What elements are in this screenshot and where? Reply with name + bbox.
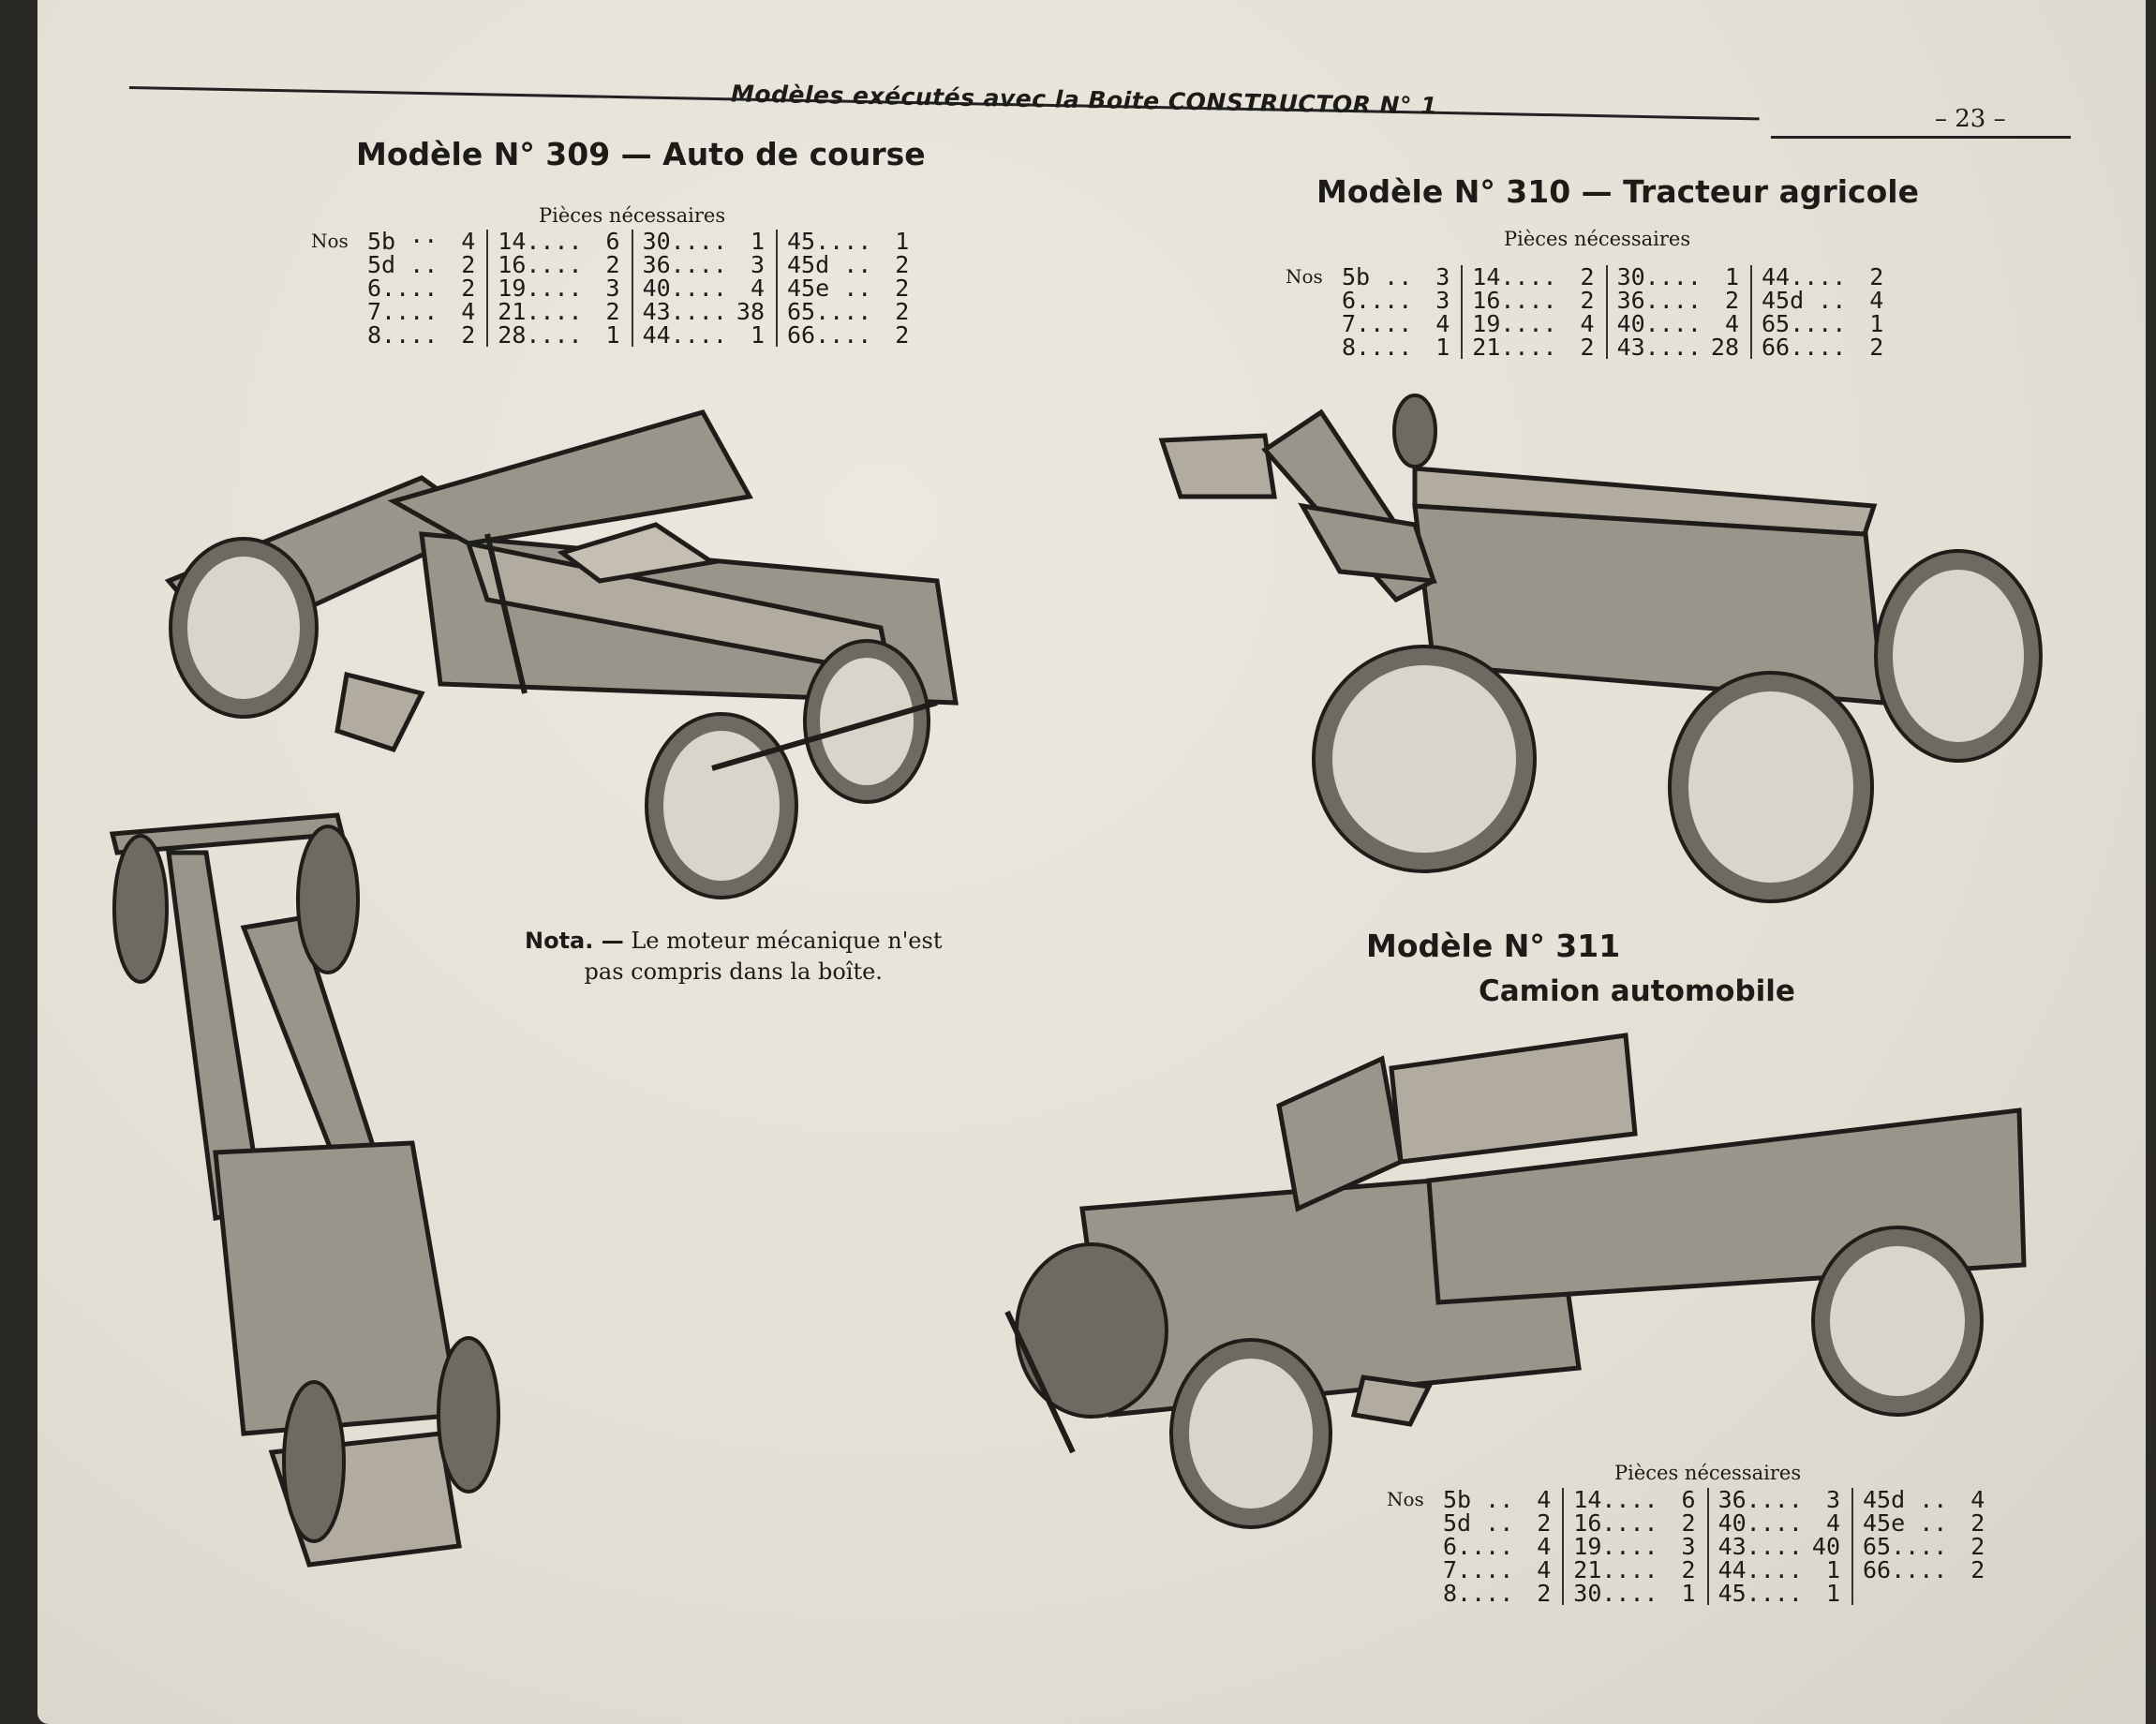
part-quantity: 4 [1825, 1509, 1840, 1537]
part-quantity: 4 [1580, 310, 1595, 337]
part-entry [1342, 289, 1450, 312]
part-number: 21.... [498, 298, 583, 325]
part-number: 44.... [642, 321, 727, 349]
part-number: 45.... [787, 228, 872, 255]
part-number: 14.... [498, 228, 583, 255]
model-311-title: Modèle N° 311 [1366, 928, 1621, 964]
part-quantity: 4 [1435, 310, 1450, 337]
part-number: 21.... [1573, 1556, 1658, 1583]
parts-column [1332, 265, 1462, 359]
part-quantity: 2 [895, 275, 910, 302]
part-number: 36.... [1717, 1486, 1803, 1513]
parts-column [632, 230, 777, 347]
part-quantity: 28 [1710, 334, 1739, 361]
nos-label: Nos [311, 230, 349, 252]
part-entry [1443, 1582, 1551, 1605]
part-entry [1762, 335, 1883, 359]
part-number: 44.... [1717, 1556, 1803, 1583]
part-number: 7.... [1342, 310, 1413, 337]
part-quantity: 1 [605, 321, 620, 349]
part-number: 16.... [1573, 1509, 1658, 1537]
part-number: 5b .. [1342, 263, 1413, 290]
nota-line-1: Le moteur mécanique n'est [631, 928, 943, 954]
model-310-title: Modèle N° 310 — Tracteur agricole [1316, 173, 1919, 210]
part-number: 5b ·· [367, 228, 439, 255]
part-number: 30.... [1573, 1580, 1658, 1607]
part-quantity: 2 [1681, 1509, 1696, 1537]
part-number: 8.... [367, 321, 439, 349]
part-entry [1342, 265, 1450, 289]
part-entry [498, 323, 619, 347]
part-quantity: 2 [1724, 287, 1739, 314]
part-quantity: 6 [605, 228, 620, 255]
part-number: 16.... [1472, 287, 1557, 314]
part-quantity: 2 [1580, 334, 1595, 361]
part-entry [498, 230, 619, 253]
parts-column [1751, 265, 1895, 359]
part-entry [787, 323, 909, 347]
part-entry [787, 300, 909, 323]
part-number: 19.... [1573, 1533, 1658, 1560]
part-number: 28.... [498, 321, 583, 349]
part-entry [1472, 265, 1594, 289]
nota-line-2: pas compris dans la boîte. [584, 959, 883, 985]
part-number: 7.... [367, 298, 439, 325]
part-entry [787, 253, 909, 276]
part-quantity: 3 [1825, 1486, 1840, 1513]
part-number: 45d .. [1762, 287, 1847, 314]
parts-column [1607, 265, 1751, 359]
part-quantity: 2 [1537, 1580, 1552, 1607]
part-number: 5d .. [367, 251, 439, 278]
part-quantity: 2 [1580, 263, 1595, 290]
part-number: 7.... [1443, 1556, 1514, 1583]
part-quantity: 2 [461, 275, 476, 302]
part-entry [643, 253, 765, 276]
part-number: 40.... [642, 275, 727, 302]
part-quantity: 6 [1681, 1486, 1696, 1513]
part-number: 14.... [1573, 1486, 1658, 1513]
part-quantity: 3 [1435, 287, 1450, 314]
part-quantity: 2 [1970, 1509, 1985, 1537]
part-number: 66.... [1863, 1556, 1948, 1583]
part-quantity: 4 [1724, 310, 1739, 337]
part-entry [1617, 335, 1739, 359]
part-quantity: 4 [461, 298, 476, 325]
part-entry [787, 230, 909, 253]
part-entry [1718, 1582, 1840, 1605]
part-entry [1342, 335, 1450, 359]
part-entry [1762, 312, 1883, 335]
part-quantity: 40 [1811, 1533, 1840, 1560]
nota-label: Nota. — [525, 928, 624, 954]
part-number: 45d .. [1863, 1486, 1948, 1513]
part-quantity: 4 [1970, 1486, 1985, 1513]
model-311-subtitle: Camion automobile [1479, 974, 1795, 1008]
part-number: 65.... [1863, 1533, 1948, 1560]
part-entry [1573, 1558, 1695, 1582]
part-quantity: 2 [605, 251, 620, 278]
part-number: 40.... [1616, 310, 1702, 337]
part-entry [367, 230, 475, 253]
part-quantity: 4 [1537, 1556, 1552, 1583]
part-number: 14.... [1472, 263, 1557, 290]
part-quantity: 2 [461, 251, 476, 278]
part-entry [1863, 1558, 1985, 1582]
catalog-page [37, 0, 2146, 1724]
part-entry [1443, 1558, 1551, 1582]
part-quantity: 2 [1970, 1533, 1985, 1560]
part-quantity: 3 [750, 251, 765, 278]
part-quantity: 2 [1869, 263, 1884, 290]
part-quantity: 1 [1435, 334, 1450, 361]
part-entry [1472, 335, 1594, 359]
part-entry [1472, 289, 1594, 312]
part-quantity: 1 [1681, 1580, 1696, 1607]
part-entry [643, 230, 765, 253]
part-quantity: 1 [750, 228, 765, 255]
part-number: 66.... [787, 321, 872, 349]
part-number: 45.... [1717, 1580, 1803, 1607]
part-quantity: 4 [750, 275, 765, 302]
part-number: 8.... [1443, 1580, 1514, 1607]
part-entry [367, 323, 475, 347]
part-quantity: 3 [1681, 1533, 1696, 1560]
chassis-top-view-illustration [103, 796, 628, 1574]
running-header: Modèles exécutés avec la Boite CONSTRUCTOR N° 1 [730, 80, 1438, 120]
part-quantity: 3 [1435, 263, 1450, 290]
part-quantity: 1 [1869, 310, 1884, 337]
part-entry [643, 323, 765, 347]
part-quantity: 4 [1537, 1486, 1552, 1513]
part-number: 43.... [1717, 1533, 1803, 1560]
nos-label: Nos [1387, 1488, 1424, 1510]
part-entry [367, 276, 475, 300]
part-entry [1718, 1558, 1840, 1582]
part-entry [1472, 312, 1594, 335]
tractor-illustration [1152, 394, 2071, 918]
part-number: 36.... [1616, 287, 1702, 314]
part-quantity: 4 [1537, 1533, 1552, 1560]
part-number: 43.... [1616, 334, 1702, 361]
part-quantity: 2 [1681, 1556, 1696, 1583]
part-number: 43.... [642, 298, 727, 325]
part-entry [367, 300, 475, 323]
part-quantity: 2 [461, 321, 476, 349]
part-quantity: 38 [736, 298, 765, 325]
part-entry [1342, 312, 1450, 335]
part-number: 5d .. [1443, 1509, 1514, 1537]
part-number: 19.... [1472, 310, 1557, 337]
model-309-title: Modèle N° 309 — Auto de course [356, 136, 926, 172]
parts-column [487, 230, 632, 347]
part-number: 19.... [498, 275, 583, 302]
header-rule-right [1771, 136, 2071, 139]
part-number: 30.... [1616, 263, 1702, 290]
part-quantity: 3 [605, 275, 620, 302]
part-entry [1617, 265, 1739, 289]
model-310-pieces-label: Pièces nécessaires [1504, 228, 1691, 250]
part-number: 30.... [642, 228, 727, 255]
part-number: 6.... [367, 275, 439, 302]
part-number: 36.... [642, 251, 727, 278]
model-311-pieces-label: Pièces nécessaires [1614, 1462, 1802, 1484]
parts-column [1462, 265, 1606, 359]
part-quantity: 1 [1825, 1580, 1840, 1607]
part-number: 45e .. [1863, 1509, 1948, 1537]
part-entry [643, 300, 765, 323]
part-quantity: 2 [605, 298, 620, 325]
part-number: 45d .. [787, 251, 872, 278]
part-quantity: 1 [1825, 1556, 1840, 1583]
truck-illustration [989, 1021, 2033, 1546]
part-quantity: 1 [895, 228, 910, 255]
part-entry [1762, 289, 1883, 312]
part-number: 8.... [1342, 334, 1413, 361]
part-quantity: 1 [1724, 263, 1739, 290]
part-quantity: 2 [1580, 287, 1595, 314]
part-entry [787, 276, 909, 300]
nos-label: Nos [1286, 265, 1323, 288]
part-number: 40.... [1717, 1509, 1803, 1537]
part-number: 16.... [498, 251, 583, 278]
parts-column [777, 230, 920, 347]
part-number: 66.... [1762, 334, 1847, 361]
part-quantity: 2 [895, 298, 910, 325]
part-quantity: 2 [1869, 334, 1884, 361]
part-number: 65.... [787, 298, 872, 325]
part-quantity: 4 [461, 228, 476, 255]
parts-column [358, 230, 487, 347]
part-number: 45e .. [787, 275, 872, 302]
part-quantity: 2 [1537, 1509, 1552, 1537]
part-quantity: 2 [895, 321, 910, 349]
part-entry [1617, 289, 1739, 312]
part-number: 5b .. [1443, 1486, 1514, 1513]
part-quantity: 1 [750, 321, 765, 349]
part-entry [498, 300, 619, 323]
part-number: 65.... [1762, 310, 1847, 337]
part-number: 6.... [1342, 287, 1413, 314]
part-entry [643, 276, 765, 300]
page-number: – 23 – [1935, 105, 2006, 133]
part-number: 44.... [1762, 263, 1847, 290]
part-entry [498, 276, 619, 300]
part-quantity: 4 [1869, 287, 1884, 314]
part-entry [367, 253, 475, 276]
part-quantity: 2 [895, 251, 910, 278]
part-number: 21.... [1472, 334, 1557, 361]
part-number: 6.... [1443, 1533, 1514, 1560]
part-entry [498, 253, 619, 276]
part-entry [1762, 265, 1883, 289]
part-entry [1573, 1582, 1695, 1605]
part-quantity: 2 [1970, 1556, 1985, 1583]
model-309-pieces-label: Pièces nécessaires [539, 204, 726, 227]
part-entry [1617, 312, 1739, 335]
